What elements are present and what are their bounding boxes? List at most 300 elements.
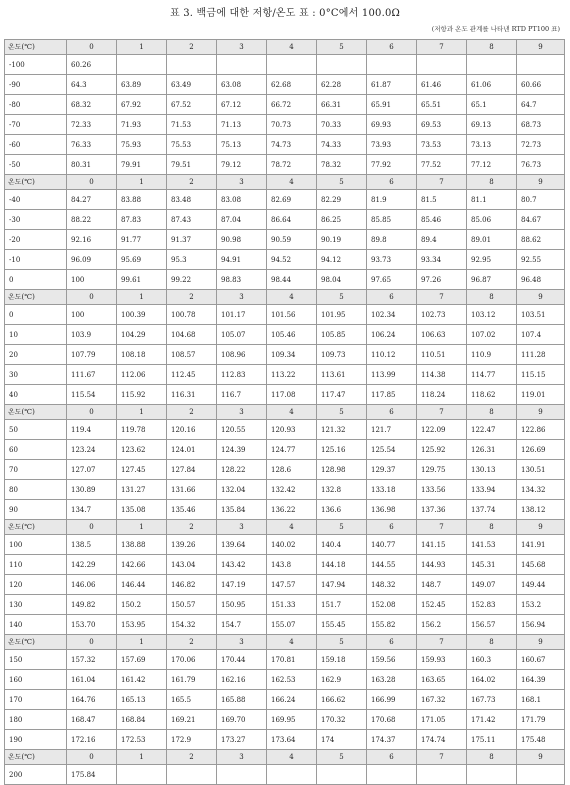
resistance-cell	[217, 765, 267, 785]
header-cell-digit: 8	[467, 750, 517, 765]
resistance-cell: 138.88	[117, 535, 167, 555]
resistance-cell	[117, 765, 167, 785]
resistance-cell: 135.46	[167, 500, 217, 520]
temperature-cell: 50	[5, 420, 67, 440]
resistance-cell: 173.64	[267, 730, 317, 750]
resistance-cell: 83.88	[117, 190, 167, 210]
resistance-cell: 152.08	[367, 595, 417, 615]
resistance-cell: 149.44	[517, 575, 565, 595]
resistance-cell: 113.22	[267, 365, 317, 385]
resistance-cell: 98.04	[317, 270, 367, 290]
resistance-cell: 145.31	[467, 555, 517, 575]
temperature-cell: 40	[5, 385, 67, 405]
resistance-cell: 103.12	[467, 305, 517, 325]
resistance-cell: 169.70	[217, 710, 267, 730]
resistance-cell: 105.46	[267, 325, 317, 345]
resistance-cell: 63.89	[117, 75, 167, 95]
resistance-cell: 128.6	[267, 460, 317, 480]
resistance-cell	[317, 55, 367, 75]
resistance-cell: 157.32	[67, 650, 117, 670]
resistance-cell: 138.12	[517, 500, 565, 520]
resistance-cell: 132.42	[267, 480, 317, 500]
resistance-cell: 71.93	[117, 115, 167, 135]
header-cell-digit: 6	[367, 40, 417, 55]
resistance-cell: 129.75	[417, 460, 467, 480]
resistance-cell: 99.22	[167, 270, 217, 290]
resistance-cell: 75.13	[217, 135, 267, 155]
table-row	[5, 385, 565, 405]
resistance-cell: 67.52	[167, 95, 217, 115]
resistance-cell: 132.8	[317, 480, 367, 500]
resistance-cell: 151.7	[317, 595, 367, 615]
resistance-cell: 171.05	[417, 710, 467, 730]
header-cell-digit: 1	[117, 750, 167, 765]
resistance-cell: 73.93	[367, 135, 417, 155]
resistance-cell: 165.13	[117, 690, 167, 710]
resistance-cell: 100.39	[117, 305, 167, 325]
temperature-cell: -10	[5, 250, 67, 270]
resistance-cell: 133.94	[467, 480, 517, 500]
resistance-cell: 140.77	[367, 535, 417, 555]
temperature-cell: 160	[5, 670, 67, 690]
header-cell-digit: 7	[417, 175, 467, 190]
resistance-cell: 100	[67, 305, 117, 325]
resistance-cell: 156.94	[517, 615, 565, 635]
resistance-cell: 73.53	[417, 135, 467, 155]
resistance-cell: 156.2	[417, 615, 467, 635]
header-cell-digit: 3	[217, 405, 267, 420]
resistance-cell: 85.85	[367, 210, 417, 230]
resistance-cell: 137.74	[467, 500, 517, 520]
resistance-cell: 167.32	[417, 690, 467, 710]
header-cell-digit: 1	[117, 405, 167, 420]
resistance-cell: 92.16	[67, 230, 117, 250]
resistance-cell: 111.28	[517, 345, 565, 365]
temperature-cell: 180	[5, 710, 67, 730]
header-row	[5, 290, 565, 305]
resistance-cell: 116.7	[217, 385, 267, 405]
resistance-cell: 156.57	[467, 615, 517, 635]
temperature-cell: 10	[5, 325, 67, 345]
resistance-cell: 103.9	[67, 325, 117, 345]
temperature-cell: 30	[5, 365, 67, 385]
resistance-cell: 134.32	[517, 480, 565, 500]
resistance-cell: 101.17	[217, 305, 267, 325]
resistance-cell: 134.7	[67, 500, 117, 520]
resistance-cell: 167.73	[467, 690, 517, 710]
resistance-cell: 95.3	[167, 250, 217, 270]
resistance-cell: 114.77	[467, 365, 517, 385]
resistance-cell: 104.29	[117, 325, 167, 345]
header-cell-digit: 7	[417, 520, 467, 535]
header-cell-digit: 3	[217, 290, 267, 305]
resistance-cell: 125.16	[317, 440, 367, 460]
resistance-cell: 159.56	[367, 650, 417, 670]
resistance-cell: 170.32	[317, 710, 367, 730]
resistance-cell: 83.48	[167, 190, 217, 210]
resistance-cell: 120.93	[267, 420, 317, 440]
resistance-cell: 169.21	[167, 710, 217, 730]
header-cell-digit: 1	[117, 290, 167, 305]
temperature-cell: 140	[5, 615, 67, 635]
resistance-cell: 96.09	[67, 250, 117, 270]
header-cell-digit: 4	[267, 750, 317, 765]
header-cell-temperature: 온도(℃)	[5, 290, 67, 305]
header-cell-digit: 6	[367, 175, 417, 190]
header-cell-digit: 9	[517, 750, 565, 765]
resistance-cell: 162.16	[217, 670, 267, 690]
resistance-cell: 69.93	[367, 115, 417, 135]
resistance-cell: 147.19	[217, 575, 267, 595]
resistance-cell: 140.02	[267, 535, 317, 555]
resistance-cell: 149.07	[467, 575, 517, 595]
resistance-cell: 131.27	[117, 480, 167, 500]
resistance-cell: 152.45	[417, 595, 467, 615]
temperature-cell: 0	[5, 270, 67, 290]
resistance-cell: 92.95	[467, 250, 517, 270]
header-cell-digit: 5	[317, 750, 367, 765]
resistance-cell: 136.6	[317, 500, 367, 520]
resistance-cell: 142.66	[117, 555, 167, 575]
resistance-cell: 93.73	[367, 250, 417, 270]
resistance-cell: 150.2	[117, 595, 167, 615]
temperature-cell: 100	[5, 535, 67, 555]
resistance-cell	[367, 55, 417, 75]
temperature-cell: 120	[5, 575, 67, 595]
resistance-cell: 148.7	[417, 575, 467, 595]
resistance-cell: 60.26	[67, 55, 117, 75]
header-cell-digit: 8	[467, 635, 517, 650]
resistance-cell: 153.2	[517, 595, 565, 615]
resistance-cell: 160.3	[467, 650, 517, 670]
header-cell-digit: 7	[417, 405, 467, 420]
resistance-cell: 88.62	[517, 230, 565, 250]
resistance-cell	[167, 765, 217, 785]
resistance-cell: 164.39	[517, 670, 565, 690]
resistance-cell: 174.37	[367, 730, 417, 750]
resistance-cell: 64.3	[67, 75, 117, 95]
resistance-cell: 106.63	[417, 325, 467, 345]
resistance-cell	[267, 55, 317, 75]
resistance-cell: 94.52	[267, 250, 317, 270]
resistance-cell: 90.98	[217, 230, 267, 250]
resistance-cell: 144.93	[417, 555, 467, 575]
header-cell-digit: 9	[517, 290, 565, 305]
resistance-cell: 96.87	[467, 270, 517, 290]
resistance-cell: 117.47	[317, 385, 367, 405]
resistance-cell: 137.36	[417, 500, 467, 520]
resistance-cell: 91.37	[167, 230, 217, 250]
resistance-cell: 162.53	[267, 670, 317, 690]
resistance-cell: 172.16	[67, 730, 117, 750]
resistance-cell: 87.04	[217, 210, 267, 230]
header-cell-digit: 6	[367, 290, 417, 305]
header-cell-digit: 7	[417, 750, 467, 765]
resistance-cell: 122.86	[517, 420, 565, 440]
table-row	[5, 135, 565, 155]
table-row	[5, 115, 565, 135]
resistance-cell: 71.13	[217, 115, 267, 135]
resistance-cell: 138.5	[67, 535, 117, 555]
resistance-cell: 67.12	[217, 95, 267, 115]
temperature-cell: 60	[5, 440, 67, 460]
resistance-cell: 170.68	[367, 710, 417, 730]
resistance-cell: 113.99	[367, 365, 417, 385]
resistance-cell: 64.7	[517, 95, 565, 115]
resistance-cell: 98.44	[267, 270, 317, 290]
table-row	[5, 555, 565, 575]
header-cell-digit: 4	[267, 405, 317, 420]
temperature-cell: -20	[5, 230, 67, 250]
resistance-cell: 70.73	[267, 115, 317, 135]
resistance-cell: 159.18	[317, 650, 367, 670]
table-row	[5, 325, 565, 345]
header-row	[5, 40, 565, 55]
resistance-cell: 112.45	[167, 365, 217, 385]
resistance-cell: 128.22	[217, 460, 267, 480]
resistance-cell: 144.55	[367, 555, 417, 575]
table-note: (저항과 온도 관계를 나타낸 RTD PT100 표)	[431, 25, 560, 33]
resistance-cell: 165.88	[217, 690, 267, 710]
resistance-cell: 121.32	[317, 420, 367, 440]
resistance-cell: 161.42	[117, 670, 167, 690]
header-cell-digit: 5	[317, 290, 367, 305]
header-cell-digit: 9	[517, 520, 565, 535]
header-cell-digit: 0	[67, 40, 117, 55]
resistance-cell: 115.54	[67, 385, 117, 405]
header-cell-digit: 8	[467, 520, 517, 535]
header-cell-temperature: 온도(℃)	[5, 635, 67, 650]
resistance-cell: 139.26	[167, 535, 217, 555]
resistance-cell	[317, 765, 367, 785]
resistance-cell: 108.57	[167, 345, 217, 365]
resistance-cell: 79.51	[167, 155, 217, 175]
resistance-cell: 148.32	[367, 575, 417, 595]
resistance-cell: 139.64	[217, 535, 267, 555]
resistance-cell: 141.91	[517, 535, 565, 555]
resistance-cell: 73.13	[467, 135, 517, 155]
table-row	[5, 575, 565, 595]
header-cell-digit: 0	[67, 290, 117, 305]
resistance-cell: 122.09	[417, 420, 467, 440]
resistance-cell: 120.55	[217, 420, 267, 440]
resistance-cell: 125.54	[367, 440, 417, 460]
resistance-cell: 150.95	[217, 595, 267, 615]
table-body	[5, 40, 565, 785]
header-cell-digit: 3	[217, 520, 267, 535]
resistance-cell: 157.69	[117, 650, 167, 670]
resistance-cell: 84.27	[67, 190, 117, 210]
resistance-cell: 146.06	[67, 575, 117, 595]
resistance-cell: 171.79	[517, 710, 565, 730]
resistance-cell: 61.46	[417, 75, 467, 95]
resistance-cell: 128.98	[317, 460, 367, 480]
resistance-cell: 90.19	[317, 230, 367, 250]
table-row	[5, 650, 565, 670]
resistance-cell: 79.12	[217, 155, 267, 175]
resistance-cell: 80.31	[67, 155, 117, 175]
resistance-cell: 143.42	[217, 555, 267, 575]
resistance-cell: 91.77	[117, 230, 167, 250]
resistance-cell	[267, 765, 317, 785]
resistance-cell: 123.24	[67, 440, 117, 460]
header-row	[5, 635, 565, 650]
temperature-cell: 150	[5, 650, 67, 670]
resistance-cell: 110.51	[417, 345, 467, 365]
resistance-cell: 81.9	[367, 190, 417, 210]
table-row	[5, 500, 565, 520]
temperature-cell: 0	[5, 305, 67, 325]
resistance-cell: 173.27	[217, 730, 267, 750]
header-cell-digit: 4	[267, 40, 317, 55]
resistance-cell: 122.47	[467, 420, 517, 440]
header-cell-digit: 8	[467, 175, 517, 190]
header-row	[5, 520, 565, 535]
resistance-cell: 131.66	[167, 480, 217, 500]
header-cell-digit: 6	[367, 520, 417, 535]
resistance-cell: 149.82	[67, 595, 117, 615]
table-row	[5, 95, 565, 115]
resistance-cell: 147.94	[317, 575, 367, 595]
resistance-cell: 68.32	[67, 95, 117, 115]
resistance-cell	[517, 765, 565, 785]
header-cell-digit: 1	[117, 40, 167, 55]
resistance-cell: 107.4	[517, 325, 565, 345]
resistance-cell: 154.7	[217, 615, 267, 635]
resistance-cell: 80.7	[517, 190, 565, 210]
resistance-cell: 174	[317, 730, 367, 750]
temperature-cell: 200	[5, 765, 67, 785]
resistance-cell: 62.28	[317, 75, 367, 95]
header-cell-digit: 7	[417, 40, 467, 55]
temperature-cell: -60	[5, 135, 67, 155]
resistance-cell: 112.83	[217, 365, 267, 385]
resistance-cell: 153.70	[67, 615, 117, 635]
resistance-cell: 107.02	[467, 325, 517, 345]
table-row	[5, 250, 565, 270]
resistance-cell: 146.44	[117, 575, 167, 595]
header-cell-digit: 4	[267, 175, 317, 190]
resistance-cell: 105.07	[217, 325, 267, 345]
resistance-cell: 85.46	[417, 210, 467, 230]
header-cell-digit: 3	[217, 175, 267, 190]
table-row	[5, 535, 565, 555]
header-cell-digit: 3	[217, 635, 267, 650]
resistance-cell: 129.37	[367, 460, 417, 480]
resistance-cell: 175.11	[467, 730, 517, 750]
resistance-cell: 127.07	[67, 460, 117, 480]
resistance-cell: 102.73	[417, 305, 467, 325]
resistance-cell: 152.83	[467, 595, 517, 615]
resistance-cell: 126.69	[517, 440, 565, 460]
resistance-cell: 100	[67, 270, 117, 290]
resistance-cell: 77.92	[367, 155, 417, 175]
header-cell-digit: 5	[317, 40, 367, 55]
header-cell-temperature: 온도(℃)	[5, 405, 67, 420]
resistance-cell: 175.84	[67, 765, 117, 785]
table-row	[5, 595, 565, 615]
resistance-cell: 81.5	[417, 190, 467, 210]
header-cell-digit: 9	[517, 405, 565, 420]
resistance-cell: 125.92	[417, 440, 467, 460]
table-row	[5, 440, 565, 460]
temperature-cell: 170	[5, 690, 67, 710]
temperature-cell: -70	[5, 115, 67, 135]
header-cell-digit: 1	[117, 635, 167, 650]
header-cell-digit: 6	[367, 635, 417, 650]
resistance-cell: 108.96	[217, 345, 267, 365]
table-row	[5, 75, 565, 95]
resistance-cell: 104.68	[167, 325, 217, 345]
resistance-cell	[167, 55, 217, 75]
resistance-cell: 118.24	[417, 385, 467, 405]
resistance-cell: 154.32	[167, 615, 217, 635]
resistance-cell: 93.34	[417, 250, 467, 270]
resistance-cell: 99.61	[117, 270, 167, 290]
table-row	[5, 460, 565, 480]
table-row	[5, 345, 565, 365]
resistance-cell: 61.06	[467, 75, 517, 95]
temperature-cell: 190	[5, 730, 67, 750]
resistance-cell: 101.56	[267, 305, 317, 325]
resistance-cell: 168.84	[117, 710, 167, 730]
resistance-cell: 130.89	[67, 480, 117, 500]
table-row	[5, 730, 565, 750]
resistance-cell: 166.24	[267, 690, 317, 710]
resistance-cell: 108.18	[117, 345, 167, 365]
header-cell-digit: 2	[167, 290, 217, 305]
header-cell-digit: 1	[117, 520, 167, 535]
resistance-cell: 109.34	[267, 345, 317, 365]
resistance-cell: 79.91	[117, 155, 167, 175]
temperature-cell: 20	[5, 345, 67, 365]
resistance-cell: 132.04	[217, 480, 267, 500]
resistance-cell: 89.01	[467, 230, 517, 250]
header-cell-digit: 4	[267, 635, 317, 650]
resistance-cell: 81.1	[467, 190, 517, 210]
resistance-cell: 133.56	[417, 480, 467, 500]
resistance-cell: 101.95	[317, 305, 367, 325]
resistance-cell: 65.91	[367, 95, 417, 115]
resistance-cell: 119.4	[67, 420, 117, 440]
header-cell-digit: 2	[167, 405, 217, 420]
resistance-cell: 63.49	[167, 75, 217, 95]
resistance-cell	[117, 55, 167, 75]
resistance-cell: 170.44	[217, 650, 267, 670]
resistance-cell: 143.8	[267, 555, 317, 575]
resistance-cell: 113.61	[317, 365, 367, 385]
header-cell-digit: 7	[417, 635, 467, 650]
resistance-cell: 69.53	[417, 115, 467, 135]
resistance-cell: 75.93	[117, 135, 167, 155]
header-cell-temperature: 온도(℃)	[5, 40, 67, 55]
temperature-cell: -40	[5, 190, 67, 210]
resistance-cell: 164.02	[467, 670, 517, 690]
resistance-cell: 70.33	[317, 115, 367, 135]
resistance-cell: 72.73	[517, 135, 565, 155]
resistance-cell: 155.82	[367, 615, 417, 635]
resistance-cell	[367, 765, 417, 785]
resistance-cell	[217, 55, 267, 75]
table-row	[5, 270, 565, 290]
resistance-cell: 114.38	[417, 365, 467, 385]
resistance-cell: 78.32	[317, 155, 367, 175]
resistance-cell: 147.57	[267, 575, 317, 595]
header-cell-digit: 0	[67, 750, 117, 765]
resistance-cell: 86.25	[317, 210, 367, 230]
resistance-cell: 130.13	[467, 460, 517, 480]
resistance-cell: 120.16	[167, 420, 217, 440]
